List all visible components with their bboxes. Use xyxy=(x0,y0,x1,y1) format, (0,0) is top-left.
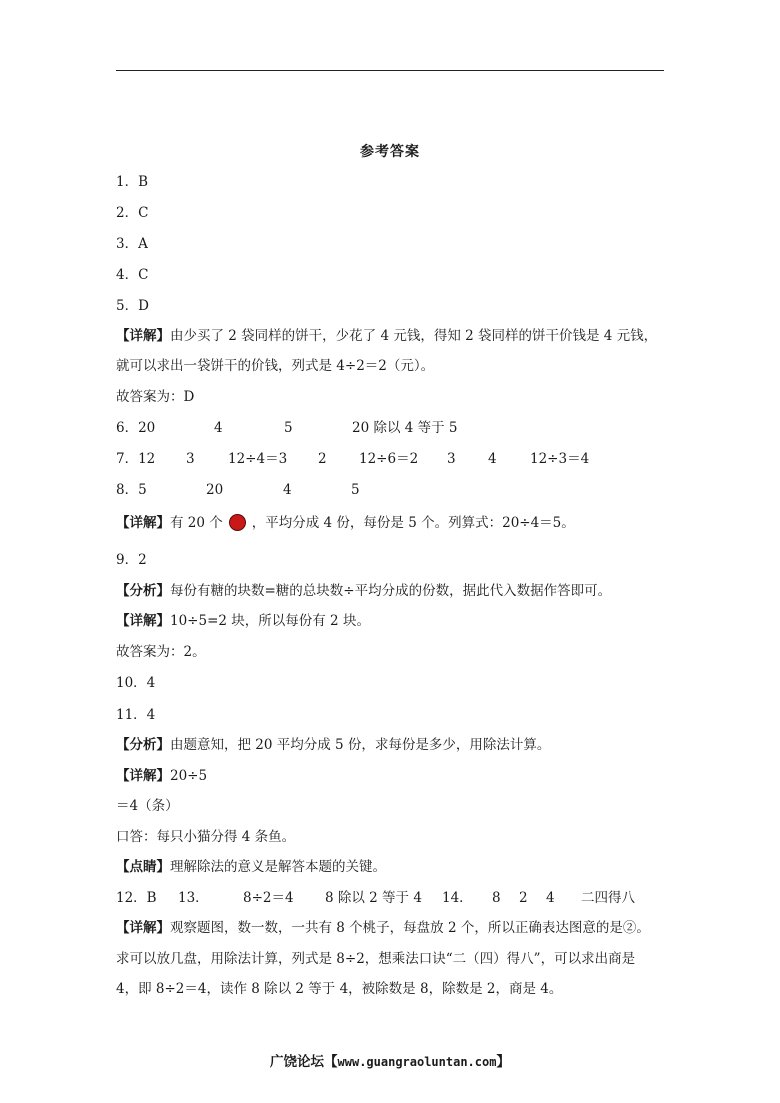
answer-7-part: 2 xyxy=(318,451,327,467)
detail-text: 10÷5=2 块，所以每份有 2 块。 xyxy=(170,613,370,629)
detail-text: 有 20 个 xyxy=(170,515,223,531)
answer-part: 8 除以 2 等于 4 xyxy=(325,890,422,906)
detail-text: 由少买了 2 袋同样的饼干，少花了 4 元钱，得知 2 袋同样的饼干价钱是 4 元钱， xyxy=(170,328,658,344)
answer-12-13-14 xyxy=(116,888,676,908)
footer-close: 】 xyxy=(496,1054,510,1070)
answer-part: 4 xyxy=(546,890,555,906)
answer-8 xyxy=(116,480,676,500)
detail-tag: 【详解】 xyxy=(116,613,170,629)
answer-7 xyxy=(116,449,676,469)
footer xyxy=(0,1050,780,1070)
answer-8-part: 4 xyxy=(283,482,292,498)
answer-6-part: 20 除以 4 等于 5 xyxy=(352,420,458,436)
answer-5-final: 故答案为：D xyxy=(116,389,195,405)
detail-text: 观察题图，数一数，一共有 8 个桃子，每盘放 2 个，所以正确表达图意的是②。 xyxy=(170,920,650,936)
detail-13-line-1 xyxy=(116,918,650,938)
answer-8-part: 5 xyxy=(351,482,360,498)
footer-url[interactable]: www.guangraoluntan.com xyxy=(337,1055,497,1069)
answer-part: 8 xyxy=(492,890,501,906)
detail-tag: 【详解】 xyxy=(116,768,170,784)
tip-text: 理解除法的意义是解答本题的关键。 xyxy=(170,859,386,875)
tip-tag: 【点睛】 xyxy=(116,859,170,875)
detail-13-line-3: 4，即 8÷2＝4，读作 8 除以 2 等于 4，被除数是 8，除数是 2，商是 4。 xyxy=(116,981,563,997)
detail-tag: 【详解】 xyxy=(116,515,170,531)
detail-8 xyxy=(116,513,575,533)
answer-5: 5．D xyxy=(116,298,149,314)
answer-9: 9．2 xyxy=(116,552,147,568)
detail-5-line-1 xyxy=(116,326,657,346)
answer-11: 11．4 xyxy=(116,707,156,723)
answer-7-part: 12÷3＝4 xyxy=(530,451,590,467)
detail-13-line-2: 求可以放几盘，用除法计算，列式是 8÷2，想乘法口诀“二（四）得八”，可以求出商是 xyxy=(116,951,636,967)
answer-2: 2．C xyxy=(116,205,149,221)
answer-part: 12．B xyxy=(116,890,157,906)
detail-9 xyxy=(116,611,370,631)
answer-7-part: 12÷6＝2 xyxy=(359,451,419,467)
header-rule xyxy=(116,70,664,71)
answer-3: 3．A xyxy=(116,236,148,252)
answer-8-part: 8．5 xyxy=(116,482,147,498)
answer-7-part: 4 xyxy=(488,451,497,467)
answer-6-part: 5 xyxy=(284,420,293,436)
detail-11 xyxy=(116,766,207,786)
answer-8-part: 20 xyxy=(206,482,224,498)
analysis-tag: 【分析】 xyxy=(116,737,170,753)
analysis-text: 每份有糖的块数=糖的总块数÷平均分成的份数，据此代入数据作答即可。 xyxy=(170,583,612,599)
analysis-text: 由题意知，把 20 平均分成 5 份，求每份是多少，用除法计算。 xyxy=(170,737,551,753)
answer-1: 1．B xyxy=(116,174,149,190)
detail-tag: 【详解】 xyxy=(116,328,170,344)
detail-5-line-2: 就可以求出一袋饼干的价钱，列式是 4÷2＝2（元）。 xyxy=(116,358,435,374)
reply-11: 口答：每只小猫分得 4 条鱼。 xyxy=(116,829,296,845)
page-title: 参考答案 xyxy=(360,144,420,160)
answer-7-part: 12÷4＝3 xyxy=(228,451,288,467)
answer-7-part: 3 xyxy=(447,451,456,467)
answer-part: 14． xyxy=(442,890,473,906)
detail-text: 20÷5 xyxy=(170,768,208,784)
analysis-11 xyxy=(116,735,550,755)
analysis-tag: 【分析】 xyxy=(116,583,170,599)
answer-6-part: 6．20 xyxy=(116,420,156,436)
answer-part: 8÷2＝4 xyxy=(243,890,294,906)
detail-text: ，平均分成 4 份，每份是 5 个。列算式：20÷4＝5。 xyxy=(251,515,575,531)
result-11: ＝4（条） xyxy=(116,798,179,814)
answer-9-final: 故答案为：2。 xyxy=(116,644,206,660)
answer-7-part: 3 xyxy=(186,451,195,467)
detail-tag: 【详解】 xyxy=(116,920,170,936)
answer-part: 2 xyxy=(519,890,528,906)
answer-6 xyxy=(116,418,676,438)
answer-10: 10．4 xyxy=(116,675,156,691)
answer-part: 二四得八 xyxy=(581,890,635,906)
answer-7-part: 7．12 xyxy=(116,451,156,467)
red-dot-icon xyxy=(229,514,246,531)
answer-4: 4．C xyxy=(116,267,149,283)
tip-11 xyxy=(116,857,386,877)
footer-label: 广饶论坛【 xyxy=(270,1054,338,1070)
answer-6-part: 4 xyxy=(214,420,223,436)
analysis-9 xyxy=(116,581,611,601)
answer-part: 13． xyxy=(178,890,209,906)
